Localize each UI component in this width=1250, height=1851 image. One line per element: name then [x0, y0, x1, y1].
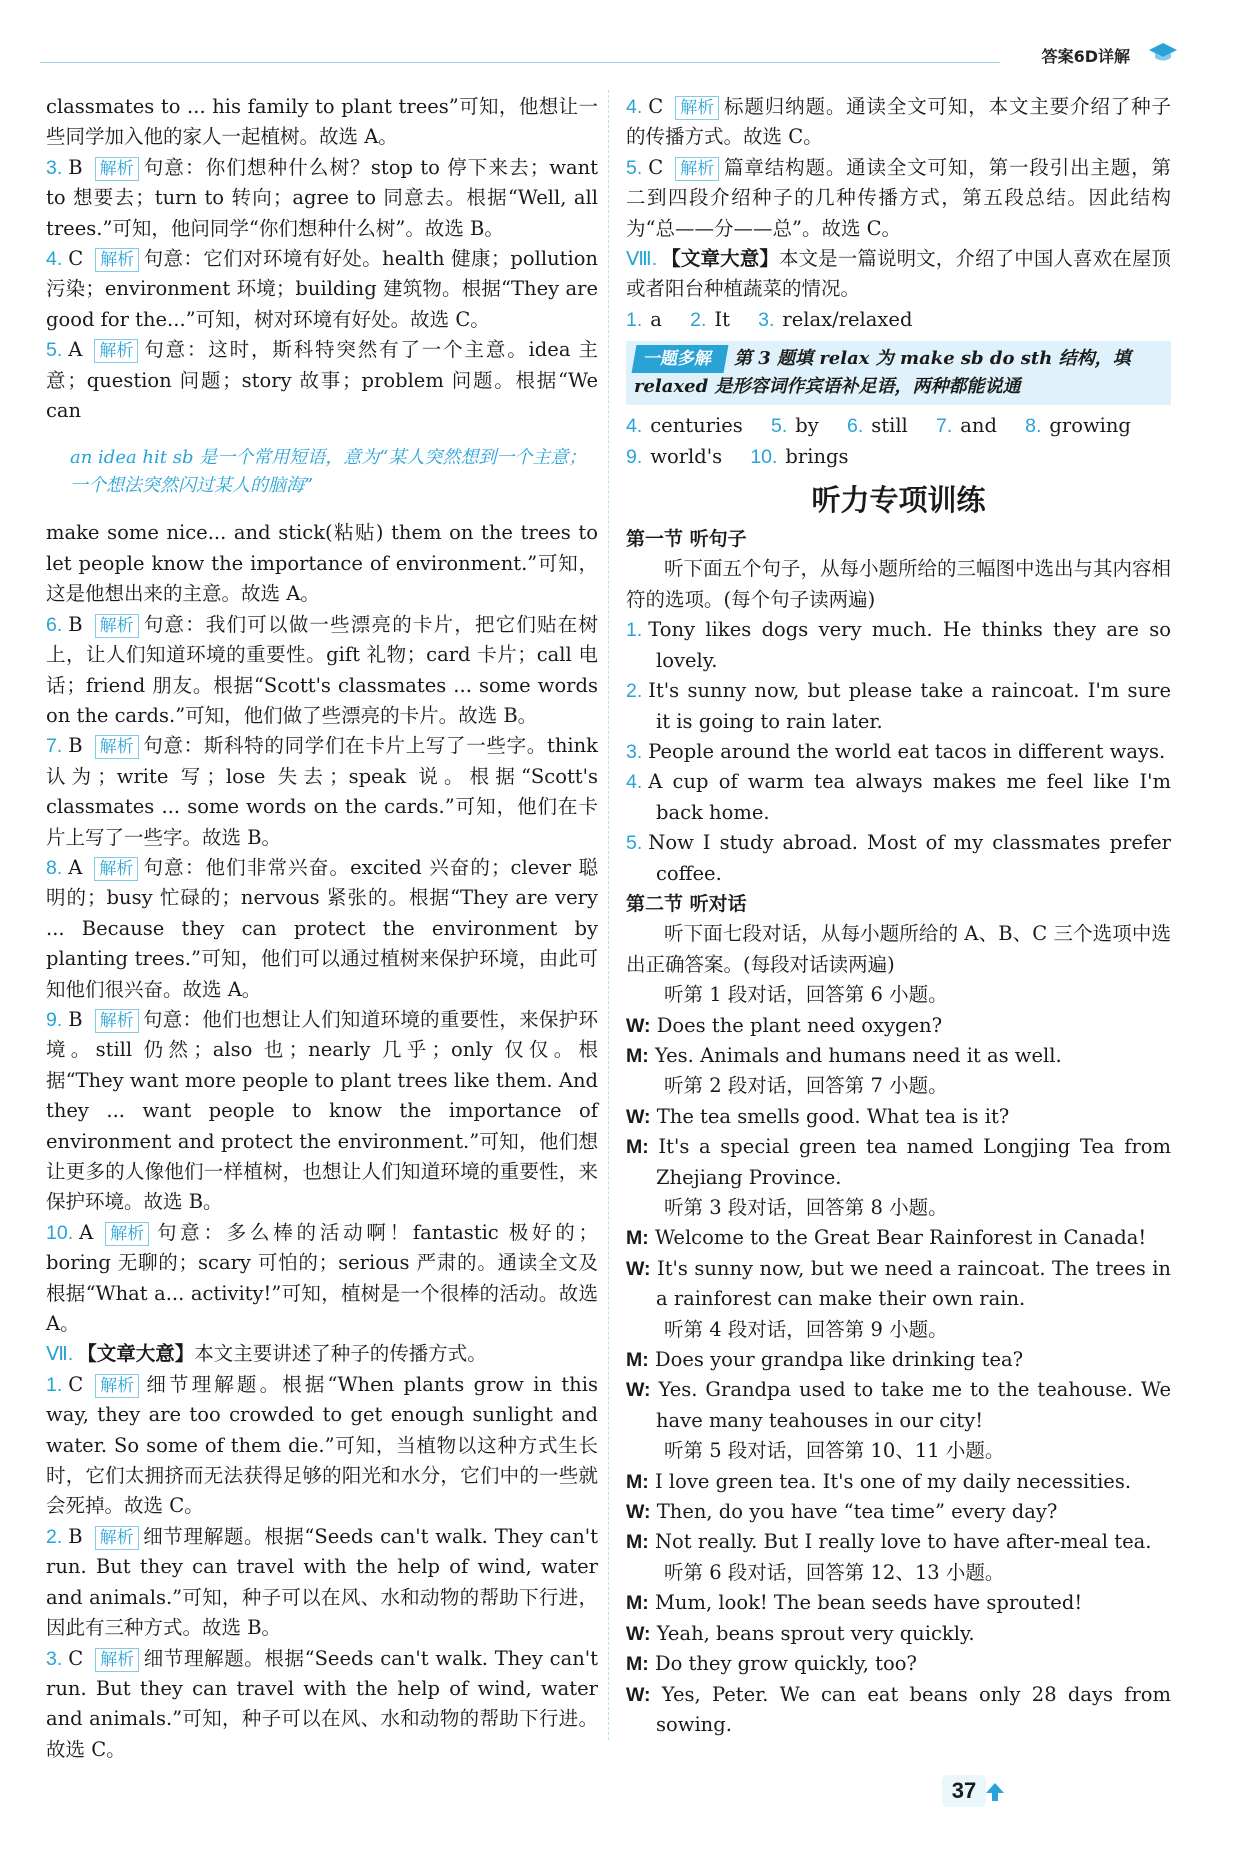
analysis-tag: 解析 — [94, 339, 138, 363]
answer-item-6: 6. B 解析 句意：我们可以做一些漂亮的卡片，把它们贴在树上，让人们知道环境的重要性。gift 礼物；card 卡片；call 电话；friend 朋友。根据“Scott's classmates ... some words on the cards.”可知，他们做了些漂亮的卡片。故选 B。 — [46, 612, 598, 727]
short-answers-row-1: 1. a 2. It 3. relax/relaxed — [626, 307, 913, 331]
short-answers-row-3: 9. world's 10. brings — [626, 444, 849, 468]
dialogue-line: W: Yes. Grandpa used to take me to the teahouse. We have many teahouses in our city! — [626, 1378, 1171, 1432]
part2-instruction: 听下面七段对话，从每小题所给的 A、B、C 三个选项中选出正确答案。(每段对话读两遍) — [626, 922, 1171, 976]
vii-answer-item-5: 5. C 解析 篇章结构题。通读全文可知，第一段引出主题，第二到四段介绍种子的几种传播方式，第五段总结。因此结构为“总——分——总”。故选 C。 — [626, 155, 1171, 240]
part2-heading: 第二节 听对话 — [626, 892, 747, 915]
page-number: 37 — [942, 1775, 986, 1807]
analysis-tag: 解析 — [95, 1374, 139, 1398]
header-label: 答案6D详解 — [1041, 47, 1130, 66]
column-divider — [608, 90, 609, 1740]
left-column — [46, 92, 598, 1765]
section-vii-summary: Ⅶ. 【文章大意】本文主要讲述了种子的传播方式。 — [46, 1342, 487, 1366]
analysis-tag: 解析 — [95, 1526, 139, 1550]
multi-solution-tip — [626, 341, 1171, 405]
graduation-cap-icon — [1148, 40, 1178, 64]
vii-answer-item-2: 2. B 解析 细节理解题。根据“Seeds can't walk. They can't run. But they can travel with the help of wind, water and animals.”可知，种子可以在风、水和动物的帮助下行进，因此有三种方式。故选 B。 — [46, 1524, 598, 1640]
section-viii-summary: Ⅷ. 【文章大意】本文是一篇说明文，介绍了中国人喜欢在屋顶或者阳台种植蔬菜的情况。 — [626, 247, 1171, 301]
answer-item-3: 3. B 解析 句意：你们想种什么树？stop to 停下来去；want to 想要去；turn to 转向；agree to 同意去。根据“Well, all trees.”可知，他问同学“你们想种什么树”。故选 B。 — [46, 155, 598, 240]
part1-heading: 第一节 听句子 — [626, 528, 747, 551]
dialogue-line: W: Does the plant need oxygen? — [626, 1013, 943, 1037]
dialogue-intro: 听第 5 段对话，回答第 10、11 小题。 — [664, 1439, 1005, 1463]
sentence-item: 5. Now I study abroad. Most of my classmates prefer coffee. — [626, 831, 1171, 885]
vii-answer-item-3: 3. C 解析 细节理解题。根据“Seeds can't walk. They can't run. But they can travel with the help of wind, water and animals.”可知，种子可以在风、水和动物的帮助下行进。故选 C。 — [46, 1646, 598, 1761]
answer-item-8: 8. A 解析 句意：他们非常兴奋。excited 兴奋的；clever 聪明的；busy 忙碌的；nervous 紧张的。根据“They are very ... Because they can protect the environment by planting trees.”可知，他们可以通过植树来保护环境，由此可知他们很兴奋。故选 A。 — [46, 855, 598, 1001]
dialogue-line: M: Mum, look! The bean seeds have sprouted! — [626, 1591, 1083, 1615]
dialogue-line: W: Yeah, beans sprout very quickly. — [626, 1621, 975, 1645]
listening-section-title: 听力专项训练 — [811, 483, 986, 518]
analysis-tag: 解析 — [675, 96, 719, 120]
dialogue-line: W: It's sunny now, but we need a raincoat. The trees in a rainforest can make their own rain. — [626, 1256, 1171, 1311]
answer-item-9: 9. B 解析 句意：他们也想让人们知道环境的重要性，来保护环境。still 仍然；also 也；nearly 几乎；only 仅仅。根据“They want more people to plant trees like them. And they ... want people to know the importance of environment and protect the environment.”可知，他们想让更多的人像他们一样植树，也想让人们知道环境的重要性，来保护环境。故选 B。 — [46, 1007, 598, 1214]
dialogue-line: W: Then, do you have “tea time” every day? — [626, 1500, 1058, 1524]
page-arrow-icon — [984, 1781, 1006, 1803]
analysis-tag: 解析 — [94, 857, 138, 881]
answer-item-7: 7. B 解析 句意：斯科特的同学们在卡片上写了一些字。think 认为；write 写；lose 失去；speak 说。根据“Scott's classmates ... some words on the cards.”可知，他们在卡片上写了一些字。故选 B。 — [46, 734, 598, 849]
header-rule — [40, 62, 1000, 63]
dialogue-line: M: Welcome to the Great Bear Rainforest in Canada! — [626, 1226, 1147, 1250]
analysis-tag: 解析 — [105, 1222, 149, 1246]
dialogue-intro: 听第 2 段对话，回答第 7 小题。 — [664, 1074, 948, 1098]
vii-answer-item-4: 4. C 解析 标题归纳题。通读全文可知，本文主要介绍了种子的传播方式。故选 C。 — [626, 95, 1171, 149]
sentence-item: 2. It's sunny now, but please take a raincoat. I'm sure it is going to rain later. — [626, 679, 1171, 733]
answer-item-4: 4. C 解析 句意：它们对环境有好处。health 健康；pollution 污染；environment 环境；building 建筑物。根据“They are good for the...”可知，树对环境有好处。故选 C。 — [46, 247, 598, 331]
dialogue-line: M: I love green tea. It's one of my daily necessities. — [626, 1469, 1132, 1493]
vii-answer-item-1: 1. C 解析 细节理解题。根据“When plants grow in this way, they are too crowded to get enough sunlight and water. So some of them die.”可知，当植物以这种方式生长时，它们太拥挤而无法获得足够的阳光和水分，它们中的一些就会死掉。故选 C。 — [46, 1372, 598, 1518]
dialogue-line: M: Yes. Animals and humans need it as well. — [626, 1043, 1062, 1067]
continuation-text: classmates to ... his family to plant trees”可知，他想让一些同学加入他的家人一起植树。故选 A。 — [46, 95, 598, 149]
sentence-item: 3. People around the world eat tacos in different ways. — [626, 739, 1166, 763]
dialogue-line: W: Yes, Peter. We can eat beans only 28 days from sowing. — [626, 1682, 1171, 1736]
analysis-tag: 解析 — [95, 1648, 139, 1672]
tip-text: 第 3 题填 relax 为 make sb do sth 结构，填 relaxed 是形容词作宾语补足语，两种都能说通 — [634, 348, 1131, 398]
dialogue-line: M: It's a special green tea named Longjing Tea from Zhejiang Province. — [626, 1135, 1171, 1189]
sentence-item: 4. A cup of warm tea always makes me feel like I'm back home. — [626, 770, 1171, 824]
right-column — [626, 92, 1171, 1740]
sentence-item: 1. Tony likes dogs very much. He thinks they are so lovely. — [626, 618, 1171, 672]
dialogue-intro: 听第 6 段对话，回答第 12、13 小题。 — [664, 1560, 1005, 1584]
analysis-tag: 解析 — [95, 1009, 139, 1033]
dialogue-intro: 听第 4 段对话，回答第 9 小题。 — [664, 1317, 948, 1341]
analysis-tag: 解析 — [95, 614, 139, 638]
short-answers-row-2: 4. centuries 5. by 6. still 7. and 8. growing — [626, 414, 1131, 438]
tip-badge: 一题多解 — [632, 345, 729, 373]
part1-instruction: 听下面五个句子，从每小题所给的三幅图中选出与其内容相符的选项。(每个句子读两遍) — [626, 557, 1172, 611]
dialogue-intro: 听第 3 段对话，回答第 8 小题。 — [664, 1196, 948, 1219]
analysis-tag: 解析 — [95, 735, 139, 759]
dialogue-line: M: Not really. But I really love to have after-meal tea. — [626, 1530, 1152, 1554]
dialogue-line: M: Do they grow quickly, too? — [626, 1652, 917, 1676]
answer-item-10: 10. A 解析 句意：多么棒的活动啊！fantastic 极好的；boring 无聊的；scary 可怕的；serious 严肃的。通读全文及根据“What a... activity!”可知，植树是一个很棒的活动。故选 A。 — [46, 1220, 598, 1336]
analysis-tag: 解析 — [95, 248, 139, 272]
handwritten-note: an idea hit sb 是一个常用短语，意为“某人突然想到一个主意；一个想法突然闪过某人的脑海” — [70, 447, 587, 497]
analysis-tag: 解析 — [95, 157, 139, 181]
answer-item-5: 5. A 解析 句意：这时，斯科特突然有了一个主意。idea 主意；question 问题；story 故事；problem 问题。根据“We can — [46, 338, 598, 423]
dialogue-line: W: The tea smells good. What tea is it? — [626, 1104, 1010, 1128]
answer-item-5-rest: make some nice... and stick(粘贴) them on the trees to let people know the importance of environment.”可知，这是他想出来的主意。故选 A。 — [46, 521, 598, 606]
dialogue-intro: 听第 1 段对话，回答第 6 小题。 — [664, 983, 948, 1007]
analysis-tag: 解析 — [675, 157, 719, 181]
dialogue-line: M: Does your grandpa like drinking tea? — [626, 1348, 1024, 1372]
